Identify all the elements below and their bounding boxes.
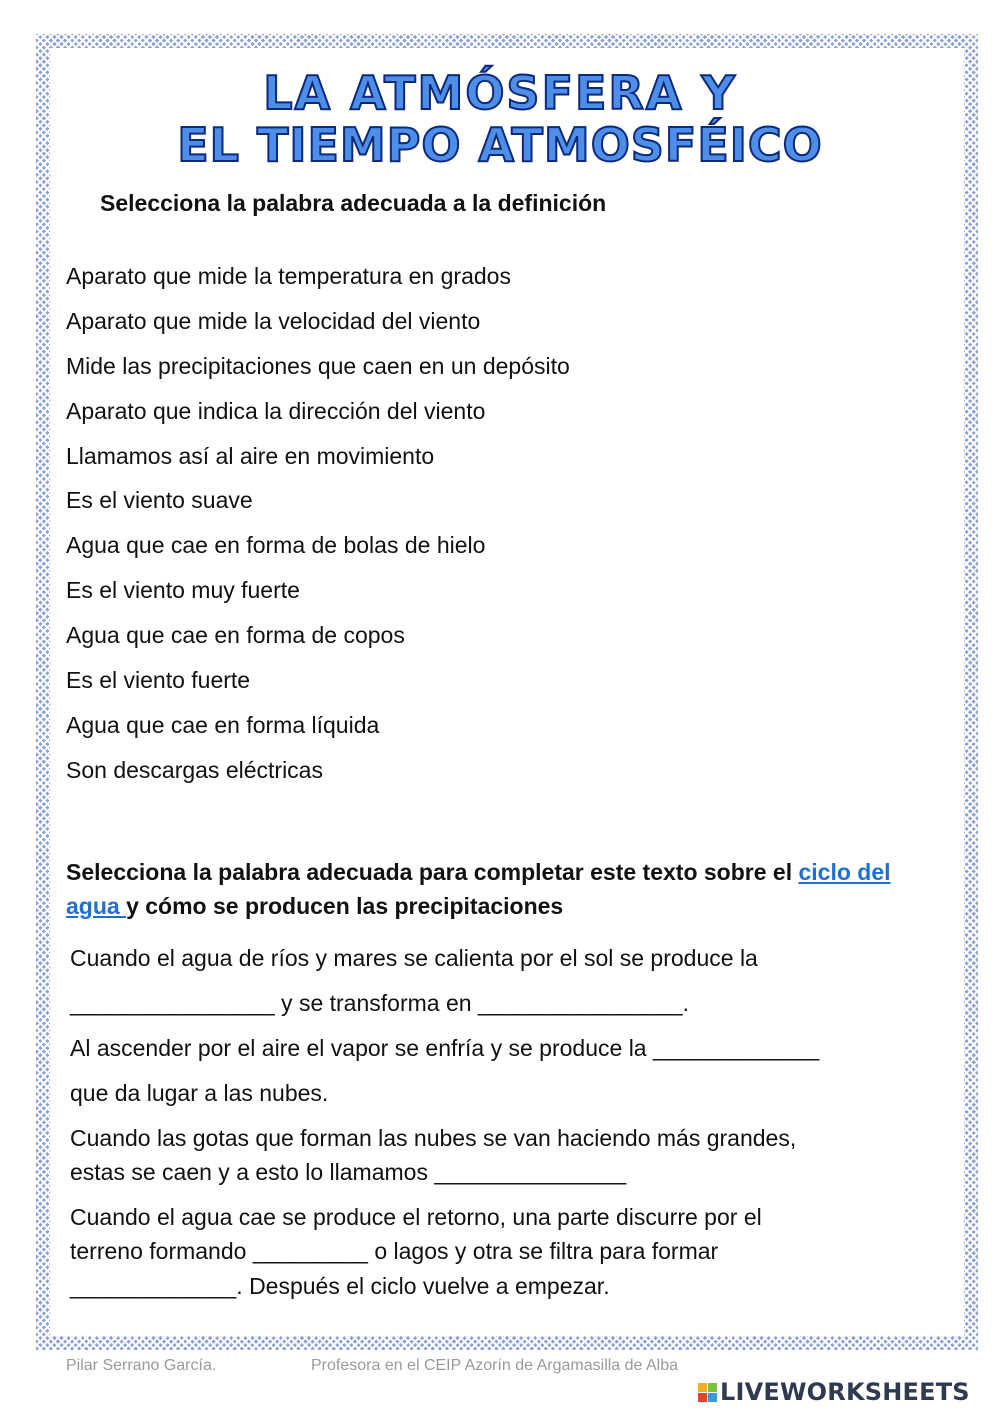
- section-2-heading-part-2: y cómo se producen las precipitaciones: [126, 893, 564, 919]
- paragraph-line: Al ascender por el aire el vapor se enfría y se produce la _____________: [70, 1035, 820, 1061]
- footer-school: Profesora en el CEIP Azorín de Argamasilla de Alba: [311, 1357, 679, 1374]
- liveworksheets-logo-icon: [698, 1383, 717, 1402]
- logo-square: [708, 1383, 717, 1392]
- water-cycle-link[interactable]: ciclo del agua: [66, 859, 891, 919]
- section-1-heading: Selecciona la palabra adecuada a la definición: [100, 190, 607, 216]
- definition-item: Mide las precipitaciones que caen en un depósito: [66, 352, 570, 379]
- definition-item: Agua que cae en forma de copos: [66, 622, 405, 649]
- logo-square: [698, 1393, 707, 1402]
- paragraph-line: que da lugar a las nubes.: [70, 1080, 329, 1106]
- paragraph-line: Cuando las gotas que forman las nubes se van haciendo más grandes,: [70, 1125, 797, 1151]
- definition-list: [66, 262, 570, 801]
- logo-square: [708, 1393, 717, 1402]
- definition-item: Aparato que mide la velocidad del viento: [66, 307, 481, 334]
- brand-name: LIVEWORKSHEETS: [720, 1378, 970, 1406]
- definition-item: Llamamos así al aire en movimiento: [66, 442, 435, 469]
- paragraph-line: estas se caen y a esto lo llamamos _______________: [70, 1159, 627, 1185]
- paragraph-line: ________________ y se transforma en ________________.: [70, 990, 689, 1016]
- definition-item: Son descargas eléctricas: [66, 756, 323, 783]
- footer-author: Pilar Serrano García.: [66, 1357, 217, 1374]
- liveworksheets-brand[interactable]: [698, 1377, 970, 1407]
- paragraph-line: Cuando el agua cae se produce el retorno, una parte discurre por el: [70, 1204, 762, 1230]
- definition-item: Agua que cae en forma líquida: [66, 711, 380, 738]
- definition-item: Es el viento muy fuerte: [66, 577, 300, 604]
- definition-item: Aparato que mide la temperatura en grados: [66, 263, 511, 289]
- paragraph-line: _____________. Después el ciclo vuelve a empezar.: [70, 1273, 610, 1299]
- section-2-heading: [66, 855, 946, 923]
- definition-item: Es el viento suave: [66, 487, 253, 514]
- title-line-1: LA ATMÓSFERA Y: [263, 66, 737, 120]
- paragraph-line: terreno formando _________ o lagos y otra se filtra para formar: [70, 1238, 719, 1264]
- definition-item: Agua que cae en forma de bolas de hielo: [66, 532, 486, 559]
- paragraph-line: Cuando el agua de ríos y mares se calienta por el sol se produce la: [70, 945, 758, 971]
- logo-square: [698, 1383, 707, 1392]
- definition-item: Aparato que indica la dirección del viento: [66, 397, 486, 424]
- definition-item: Es el viento fuerte: [66, 667, 251, 694]
- section-2-heading-part-1: Selecciona la palabra adecuada para completar este texto sobre el: [66, 859, 799, 885]
- title-line-2: EL TIEMPO ATMOSFÉICO: [177, 118, 823, 172]
